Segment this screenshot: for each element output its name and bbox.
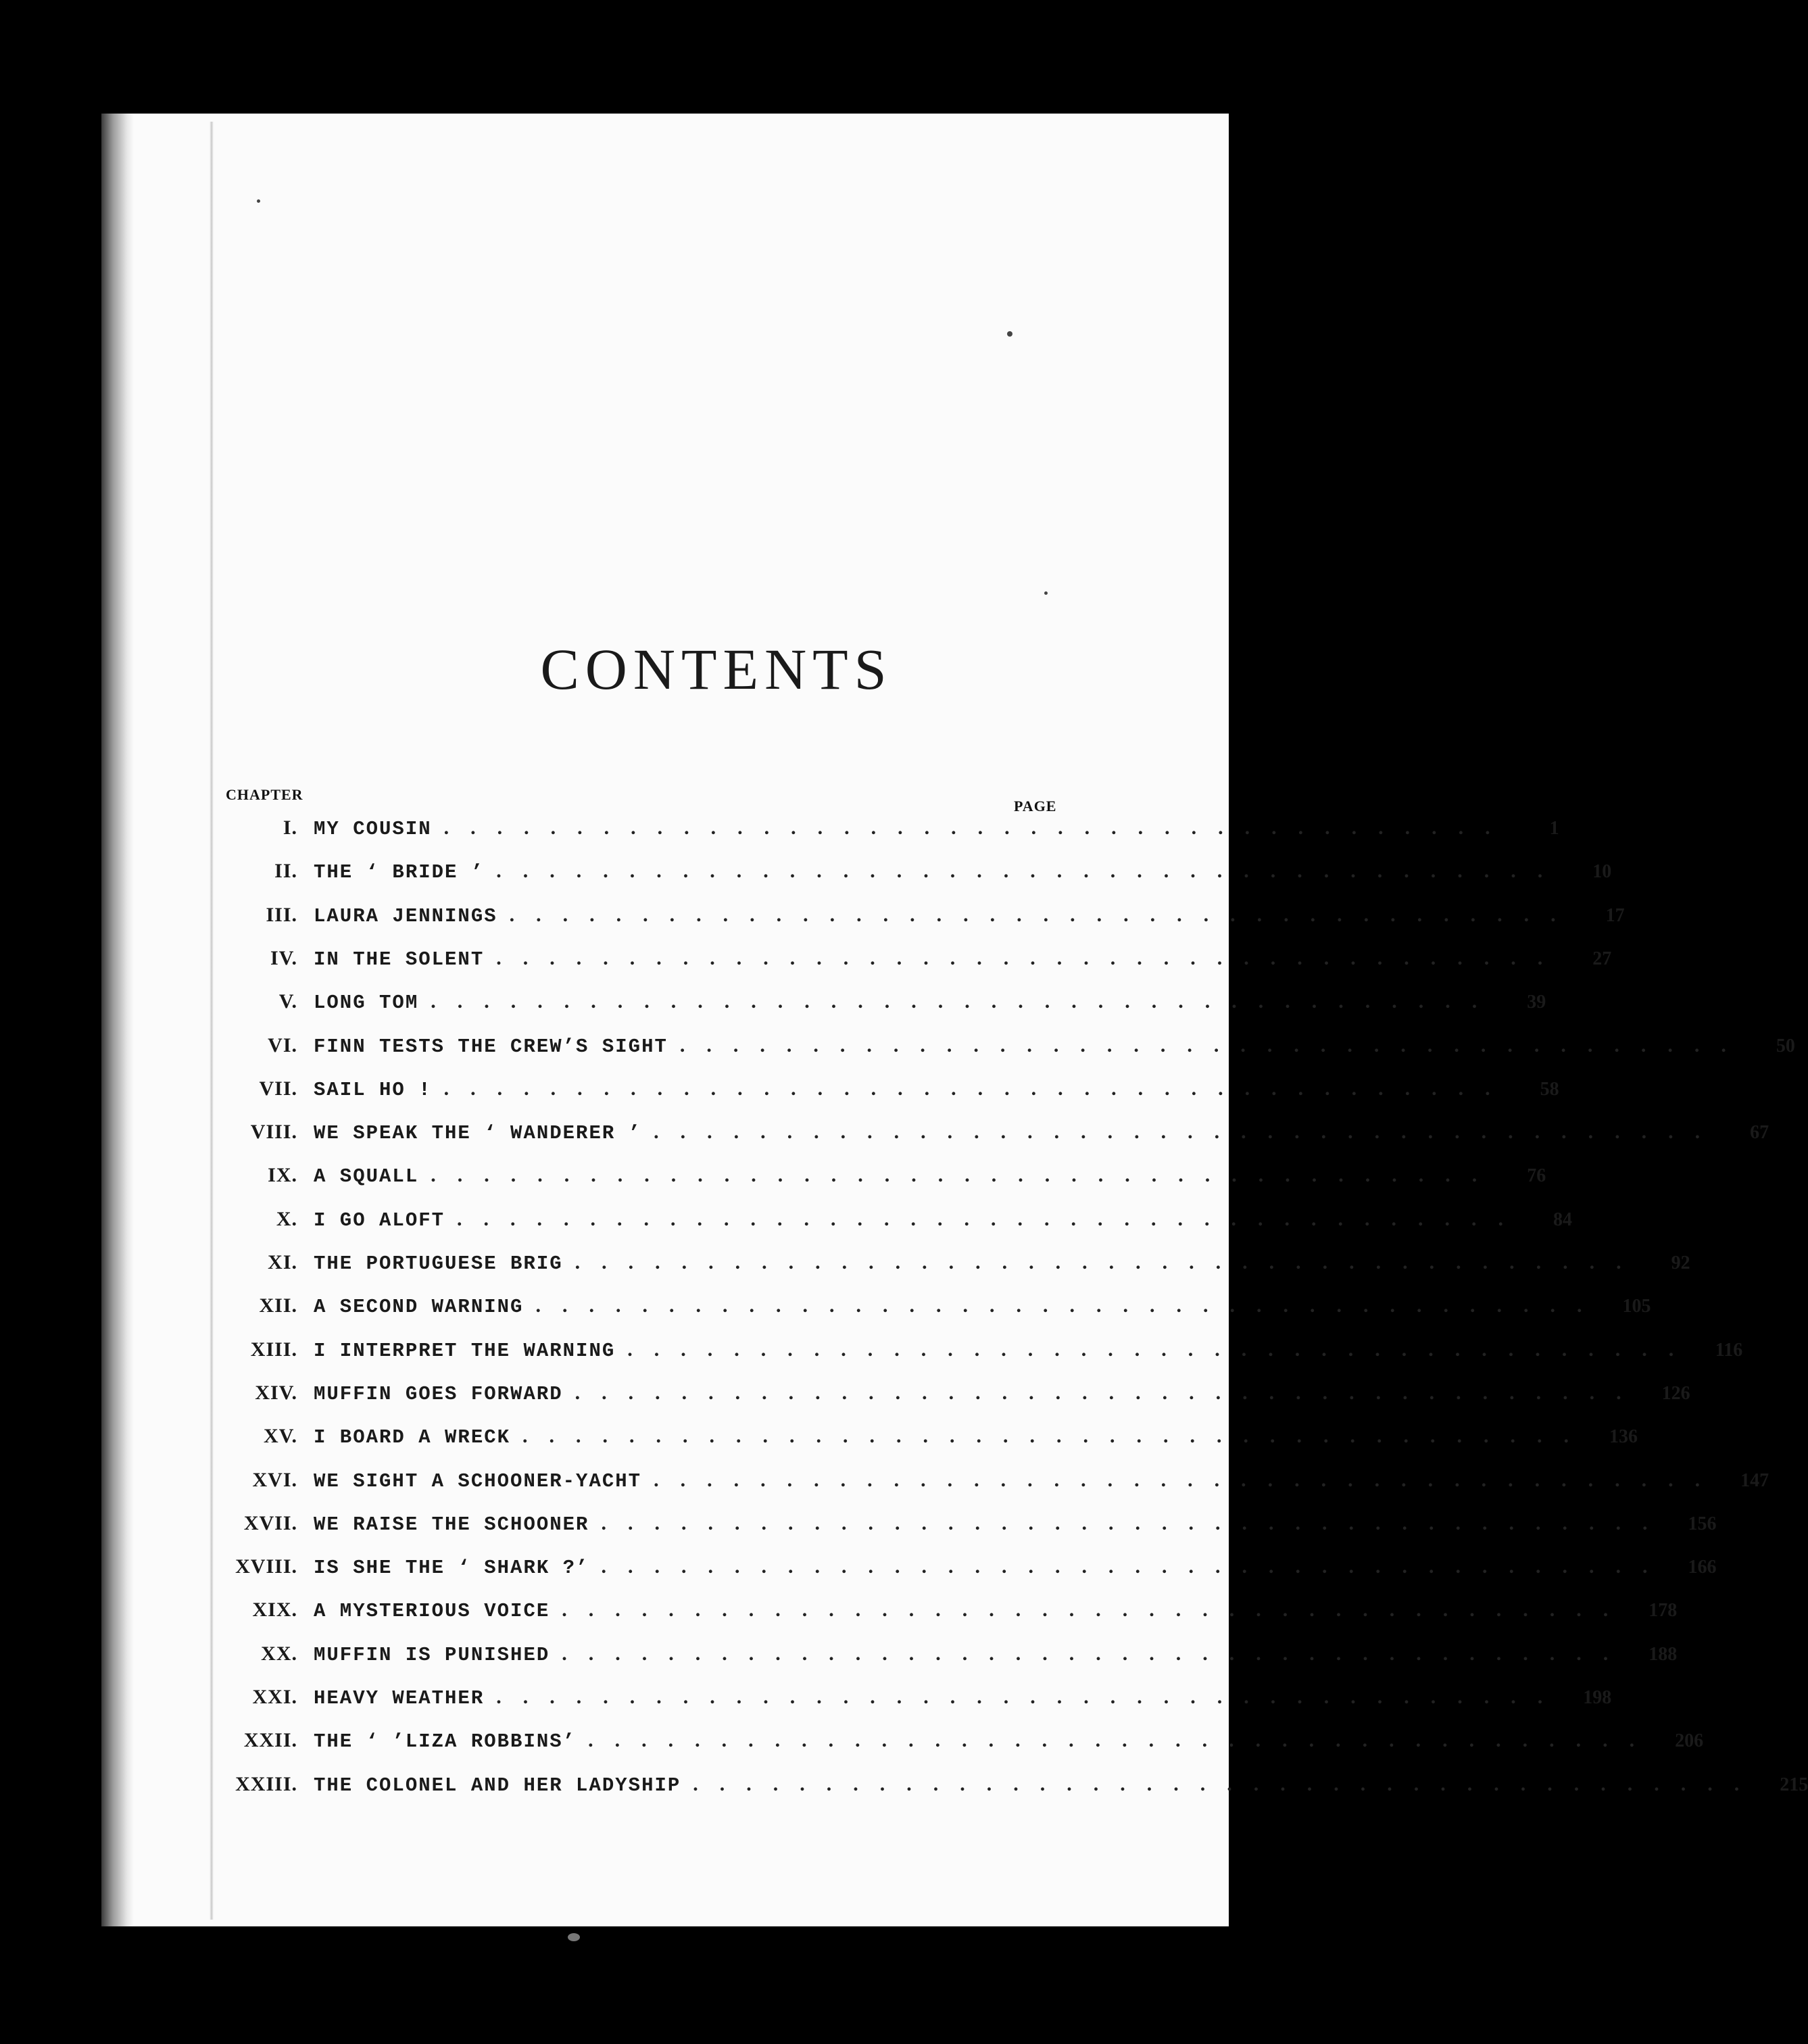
dot-leader: ........................................: [679, 1033, 1748, 1056]
toc-entry: [203, 1338, 1743, 1369]
chapter-title: THE COLONEL AND HER LADYSHIP: [314, 1774, 681, 1797]
chapter-number: IV.: [270, 946, 297, 969]
page-number: 116: [1715, 1339, 1743, 1361]
dot-leader: ........................................: [588, 1729, 1657, 1752]
ink-speck: [1007, 331, 1012, 337]
toc-entry: [203, 1294, 1651, 1325]
dot-leader: ........................................: [575, 1251, 1643, 1273]
toc-entry: [203, 1425, 1638, 1456]
toc-entry: [203, 1077, 1559, 1109]
chapter-title: HEAVY WEATHER: [314, 1687, 485, 1709]
toc-entry: [203, 1555, 1717, 1586]
page-number: 126: [1661, 1382, 1690, 1404]
toc-entry: [203, 1164, 1546, 1195]
dot-leader: ........................................: [431, 1164, 1499, 1187]
chapter-title: IN THE SOLENT: [314, 948, 485, 971]
chapter-title: A SQUALL: [314, 1165, 419, 1188]
chapter-number: III.: [266, 903, 297, 926]
toc-entry: [203, 1251, 1690, 1282]
dot-leader: ........................................: [575, 1381, 1643, 1404]
dot-leader: ........................................: [496, 946, 1565, 969]
page-number: 215: [1780, 1774, 1808, 1795]
chapter-number: V.: [278, 990, 297, 1013]
chapter-number: VIII.: [250, 1121, 297, 1144]
dot-leader: ........................................: [562, 1599, 1630, 1622]
chapter-title: FINN TESTS THE CREW’S SIGHT: [314, 1035, 668, 1058]
page-number: 105: [1622, 1296, 1651, 1317]
chapter-number: XVIII.: [235, 1555, 297, 1578]
chapter-number: XXII.: [243, 1729, 297, 1752]
chapter-number: XII.: [259, 1294, 297, 1317]
toc-entry: [203, 817, 1559, 848]
dot-leader: ........................................: [535, 1294, 1604, 1317]
toc-entry: [203, 990, 1546, 1021]
chapter-title: THE ‘ ’LIZA ROBBINS’: [314, 1730, 577, 1753]
chapter-title: WE SIGHT A SCHOONER-YACHT: [314, 1469, 642, 1492]
page-number: 84: [1553, 1209, 1573, 1230]
page-number: 27: [1592, 948, 1612, 969]
chapter-title: I INTERPRET THE WARNING: [314, 1339, 616, 1362]
chapter-title: SAIL HO !: [314, 1078, 432, 1101]
toc-entry: [203, 1468, 1769, 1500]
ink-speck: [1044, 591, 1048, 595]
chapter-title: I BOARD A WRECK: [314, 1426, 511, 1449]
chapter-title: WE RAISE THE SCHOONER: [314, 1513, 589, 1536]
dot-leader: ........................................: [496, 1686, 1565, 1708]
page-number: 147: [1740, 1469, 1769, 1491]
toc-entry: [203, 946, 1612, 978]
dot-leader: ........................................: [693, 1772, 1761, 1795]
chapter-number: VII.: [259, 1077, 297, 1100]
chapter-number: XIV.: [255, 1381, 297, 1404]
toc-entry: [203, 1033, 1795, 1065]
chapter-number: XXIII.: [235, 1772, 297, 1795]
page-number: 136: [1609, 1426, 1638, 1448]
chapter-column-header: CHAPTER: [226, 786, 303, 803]
chapter-title: A SECOND WARNING: [314, 1296, 524, 1319]
toc-entry: [203, 1511, 1717, 1543]
chapter-title: THE ‘ BRIDE ’: [314, 861, 485, 884]
chapter-number: XI.: [268, 1251, 297, 1273]
chapter-title: I GO ALOFT: [314, 1209, 445, 1232]
toc-entry: [203, 1121, 1769, 1152]
chapter-number: X.: [276, 1207, 297, 1230]
page-number: 50: [1776, 1035, 1795, 1056]
dot-leader: ........................................: [509, 903, 1578, 926]
dot-leader: ........................................: [443, 1077, 1512, 1100]
page-column-header: PAGE: [1014, 798, 1057, 814]
page-number: 178: [1648, 1600, 1678, 1622]
toc-entry: [203, 1599, 1678, 1630]
chapter-title: THE PORTUGUESE BRIG: [314, 1252, 563, 1275]
chapter-number: XVII.: [243, 1511, 297, 1534]
page-number: 10: [1592, 861, 1612, 883]
chapter-title: LONG TOM: [314, 992, 419, 1015]
toc-entry: [203, 903, 1625, 935]
chapter-number: XV.: [264, 1425, 297, 1448]
page-number: 92: [1671, 1252, 1690, 1273]
chapter-number: IX.: [268, 1164, 297, 1187]
dot-leader: ........................................: [443, 817, 1512, 839]
chapter-title: MUFFIN IS PUNISHED: [314, 1643, 550, 1666]
page-number: 188: [1648, 1643, 1678, 1665]
chapter-title: A MYSTERIOUS VOICE: [314, 1600, 550, 1623]
page-number: 58: [1540, 1078, 1559, 1100]
page-number: 198: [1583, 1687, 1612, 1708]
dot-leader: ........................................: [457, 1207, 1525, 1230]
page-number: 156: [1688, 1513, 1717, 1534]
dot-leader: ........................................: [601, 1511, 1669, 1534]
dot-leader: ........................................: [496, 860, 1565, 883]
page-number: 206: [1675, 1730, 1704, 1752]
ink-speck: [257, 199, 260, 203]
chapter-number: XXI.: [252, 1686, 297, 1708]
chapter-number: II.: [274, 860, 297, 883]
toc-entry: [203, 860, 1612, 891]
dot-leader: ........................................: [522, 1425, 1591, 1448]
chapter-title: WE SPEAK THE ‘ WANDERER ’: [314, 1122, 642, 1145]
toc-entry: [203, 1381, 1690, 1413]
dot-leader: ........................................: [562, 1642, 1630, 1665]
chapter-number: VI.: [268, 1033, 297, 1056]
page-number: 17: [1605, 904, 1625, 926]
toc-entry: [203, 1729, 1704, 1760]
toc-entry: [203, 1772, 1808, 1804]
page-number: 67: [1750, 1122, 1769, 1144]
page-number: 1: [1549, 818, 1559, 839]
toc-entry: [203, 1207, 1573, 1239]
chapter-title: IS SHE THE ‘ SHARK ?’: [314, 1557, 589, 1580]
chapter-title: LAURA JENNINGS: [314, 904, 497, 927]
dot-leader: ........................................: [654, 1468, 1722, 1491]
page-number: 39: [1527, 992, 1546, 1013]
toc-entry: [203, 1686, 1612, 1717]
dot-leader: ........................................: [654, 1121, 1722, 1144]
page-number: 166: [1688, 1557, 1717, 1578]
chapter-number: XIX.: [252, 1599, 297, 1622]
dot-leader: ........................................: [601, 1555, 1669, 1578]
dot-leader: ........................................: [431, 990, 1499, 1013]
chapter-title: MUFFIN GOES FORWARD: [314, 1382, 563, 1405]
chapter-number: XVI.: [252, 1468, 297, 1491]
chapter-number: XX.: [261, 1642, 297, 1665]
ink-speck: [568, 1933, 580, 1941]
page-title: CONTENTS: [540, 637, 893, 702]
dot-leader: ........................................: [627, 1338, 1696, 1361]
chapter-number: XIII.: [250, 1338, 297, 1361]
chapter-number: I.: [283, 817, 297, 839]
page-number: 76: [1527, 1165, 1546, 1187]
chapter-title: MY COUSIN: [314, 818, 432, 840]
toc-entry: [203, 1642, 1678, 1674]
